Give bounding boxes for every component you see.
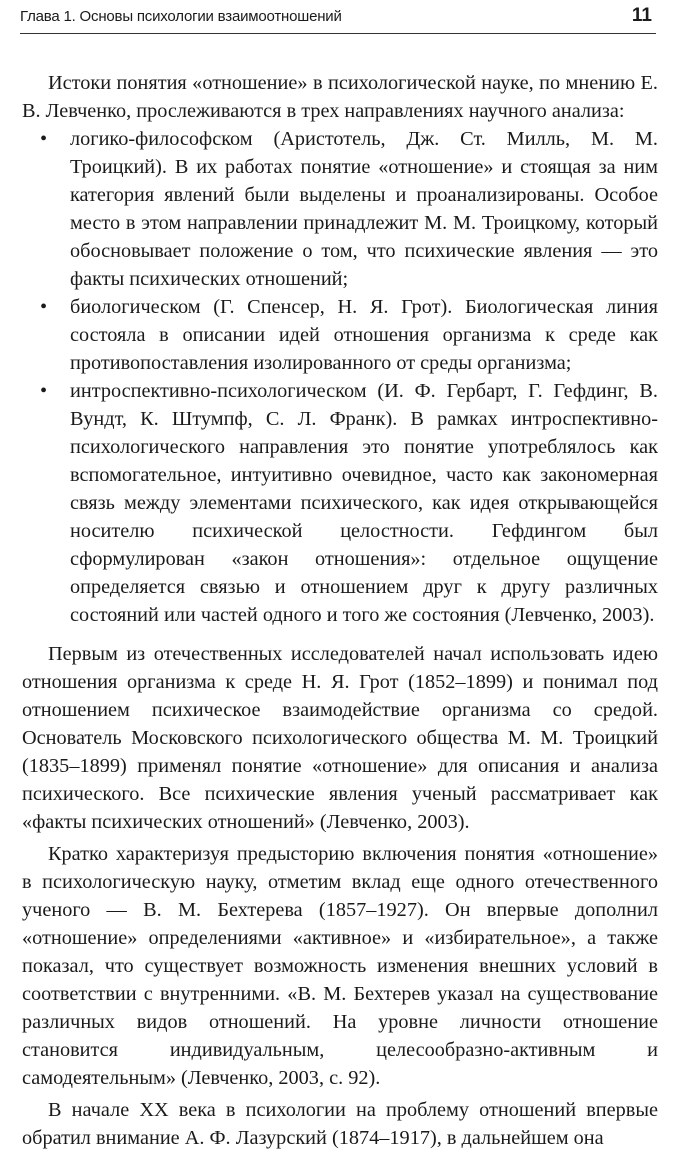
intro-paragraph: Истоки понятия «отношение» в психологической науке, по мнению Е. В. Левченко, прослеживаются в трех направлениях научного анализа: <box>22 72 658 122</box>
paragraph-bekhterev: Кратко характеризуя предысторию включения понятия «отношение» в психологическую науку, отметим вклад еще одного отечественного ученого — В. М. Бехтерева (1857–1927). Он впервые дополнил «отношение» определениями «активное» и «избирательное», а также показал, что существует возможность изменения внешних условий в соответствии с внутренними. «В. М. Бехтерев указал на существование различных видов отношений. На уровне личности отношение становится индивидуальным, целесообразно-активным и самодеятельным» (Левченко, 2003, с. 92). <box>22 843 658 1089</box>
bullet-item-logical-philosophical: • логико-философском (Аристотель, Дж. Ст. Милль, М. М. Троицкий). В их работах понятие «отношение» и стоящая за ним категория явлений были выделены и проанализированы. Особое место в этом направлении принадлежит М. М. Троицкому, который обосновывает положение о том, что психические явления — это факты психических отношений; <box>70 125 658 293</box>
section-spacer <box>22 629 658 640</box>
paragraph-grot: Первым из отечественных исследователей начал использовать идею отношения организма к среде Н. Я. Грот (1852–1899) и понимал под отношением психическое взаимодействие организма со средой. Основатель Московского психологического общества М. М. Троицкий (1835–1899) применял понятие «отношение» для описания и анализа психического. Все психические явления ученый рассматривает как «факты психических отношений» (Левченко, 2003). <box>22 643 658 833</box>
bullet-item-introspective: • интроспективно-психологическом (И. Ф. Гербарт, Г. Гефдинг, В. Вундт, К. Штумпф, С. Л. Франк). В рамках интроспективно-психологического направления это понятие употреблялось как вспомогательное, интуитивно очевидное, часто как закономерная связь между элементами психического, как идея открывающейся носителю психической целостности. Гефдингом был сформулирован «закон отношения»: отдельное ощущение определяется связью и отношением друг к другу различных состояний или частей одного и того же состояния (Левченко, 2003). <box>70 377 658 629</box>
page-number: 11 <box>631 5 652 26</box>
paragraph-lazursky: В начале XX века в психологии на проблему отношений впервые обратил внимание А. Ф. Лазурский (1874–1917), в дальнейшем она <box>22 1099 658 1149</box>
page-body <box>22 69 658 1152</box>
running-header <box>20 0 656 34</box>
bullet-item-biological: • биологическом (Г. Спенсер, Н. Я. Грот). Биологическая линия состояла в описании идей отношения организма к среде как противопоставления изолированного от среды организма; <box>70 293 658 377</box>
chapter-title: Глава 1. Основы психологии взаимоотношений <box>20 8 342 25</box>
bullet-list <box>22 125 658 629</box>
